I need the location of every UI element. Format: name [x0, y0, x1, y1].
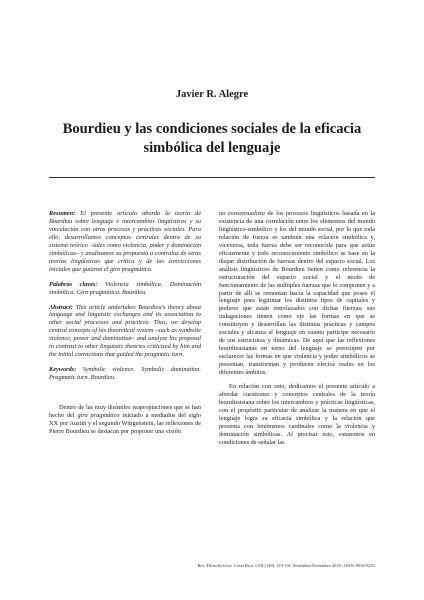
abstract-text: This article undertakes Bourdieu's theory about language and linguistic exchanges and its association to other social processes and practices. Thus, we develop central concepts of his theoretical system –such as symbolic violence, power and domination– and analyze his proposal in contrast to other linguistic theories criticized by him and the initial convictions that guided the pragmatic turn. [49, 303, 201, 359]
keywords-label: Keywords: [49, 366, 77, 374]
keywords-text: Symbolic violence. Symbolic domination. Pragmatic turn. Bourdieu. [49, 366, 201, 382]
title-divider [49, 177, 375, 178]
body-paragraph-2 [219, 210, 375, 377]
giro-pragmatico-term: giro pragmático [77, 412, 120, 420]
abstract-paragraph [49, 304, 201, 360]
body-paragraph-3: En relación con esto, dedicamos el presente artículo a abordar cuestiones y conceptos centrales de la teoría bourdieusiana sobre los intercambios y prácticas lingüísticas, con el propósito particular de analizar la manera en que el lenguaje logra su eficacia simbólica y la relación que presenta con fenómenos cardinales como la violencia y dominación simbólicas. Al precisar esto, estaremos en condiciones de señalar las [219, 383, 375, 446]
left-column [49, 210, 201, 436]
article-title [40, 120, 384, 158]
abstract-label: Abstract: [49, 303, 73, 311]
palabras-claves-label: Palabras claves: [49, 280, 98, 288]
author-name: Javier R. Alegre [175, 89, 249, 100]
resumen-paragraph [49, 210, 201, 274]
palabras-claves-text: Violencia simbólica. Dominación simbólica. Giro pragmático. Bourdieu. [49, 280, 202, 296]
right-column [219, 210, 375, 447]
page-footer: Rev. Filosofía Univ. Costa Rica, LVII (149), 119-131, Setiembre-Diciembre 2018 / ISSN: 0034-8252 [197, 563, 375, 568]
body-text-start: Dentro de las muy disímiles reapropiaciones que se han hecho del [49, 404, 201, 420]
title-line-1: Bourdieu y las condiciones sociales de la eficacia [62, 121, 362, 137]
palabras-claves-paragraph [49, 281, 201, 297]
resumen-text: El presente artículo aborda la teoría de Bourdieu sobre lenguaje e intercambios lingüísticos y su vinculación con otros procesos y prácticas sociales. Para ello, desarrollamos conceptos centrales dentro de su sistema teórico –tales como violencia, poder y dominación simbólicas– y analizamos su propuesta a contraluz de otras teorías lingüísticas que critica y de las convicciones iniciales que guiaron el giro pragmático. [49, 210, 201, 273]
body-text-continued: iniciado a mediados del siglo XX por Austin y el segundo Wittgenstein, las reflexiones de Pierre Bourdieu se destacan por proponer una visión [49, 412, 201, 435]
title-line-2: simbólica del lenguaje [143, 140, 281, 156]
no-consensualista-term: no consensualista [219, 210, 265, 217]
keywords-paragraph [49, 366, 201, 382]
body-paragraph-2-text: de los procesos lingüísticos basada en la existencia de una correlación entre los elementos del mundo lingüístico-simbólico y los del mundo social, por lo que toda relación de fuerza es también una relación simbólica y, viceversa, toda fuerza debe ser reconocida para que actúe eficazmente y todo reconocimiento simbólico se base en la dispar distribución de fuerzas dentro del espacio social. Los análisis lingüísticos de Bourdieu tienen como referencia la estructuración del espacio social y el modo de funcionamiento de las múltiples fuerzas que lo componen y a partir de allí se remontan hacia la capacidad que posee el lenguaje para legitimar los distintos tipos de capitales y poderes que están entrelazados con dichas fuerzas; sus indagaciones tienen como eje las formas en que se constituyen y desarrollan las distintas prácticas y campos sociales y alcanza al lenguaje en cuanto participe necesario de sus estructuras y dinámicas. De aquí que las reflexiones bourdieusianas en torno del lenguaje se preocupen por esclarecer las formas en que violencia y poder simbólicos se presentan, transforman y producen efectos reales en los diferentes ámbitos. [219, 210, 375, 377]
resumen-label: Resumen: [49, 210, 76, 217]
body-paragraph-1 [49, 404, 201, 436]
